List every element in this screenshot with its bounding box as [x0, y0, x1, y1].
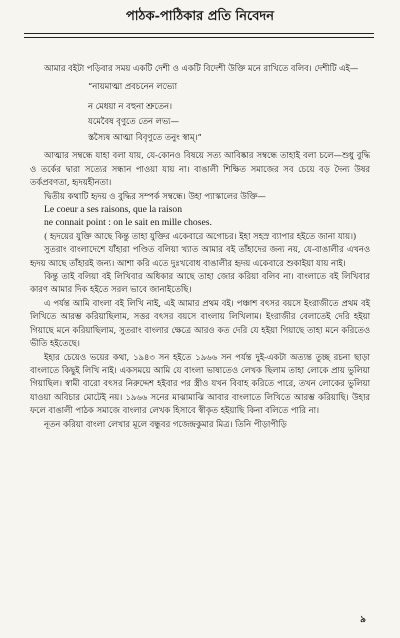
page-number: ৯ [360, 615, 366, 625]
header-rule-bottom [24, 37, 374, 38]
verse-line: যমেবৈষ বৃণুতে তেন লভ্য— [88, 116, 179, 127]
paragraph-5: সুতরাং বাংলাদেশে যাঁহারা পণ্ডিত বলিয়া খ্যাত আমার বই তাঁহাদের জন্য নয়, যে-বাঙালীর এখনও হৃদয় আছে তাঁহারই জন্য। আশা করি এতে দুঃখবোধ বাঙালীর হৃদয় একেবারে শুকাইয়া যায় নাই। [30, 244, 370, 268]
body-text [30, 62, 370, 431]
paragraph-3: দ্বিতীয় কথাটি হৃদয় ও বুদ্ধির সম্পর্ক সম্বন্ধে। উহা প্যাস্কালের উক্তি— [44, 190, 266, 201]
verse-line: স্তস্যৈষ আত্মা বিবৃণুতে তনুং স্বাম্‌।” [88, 131, 202, 142]
sanskrit-verse [30, 79, 370, 145]
header-rule-top [24, 33, 374, 34]
paragraph-1: আমার বইটা পড়িবার সময় একটি দেশী ও একটি বিদেশী উক্তি মনে রাখিতে বলিব। দেশীটি এই— [44, 63, 359, 73]
paragraph-7: এ পর্যন্ত আমি বাংলা বই লিখি নাই, এই আমার প্রথম বই। পঞ্চাশ বৎসর বয়সে ইংরাজীতে প্রথম বই লিখিতে আরম্ভ করিয়াছিলাম, সত্তর বৎসর বয়সে বাংলায় লিখিলাম। ইংরাজীর বেলাতেই দেরি হইয়া গিয়াছে মনে করিয়াছিলাম, সুতরাং বাংলার ক্ষেত্রে আরও কত দেরি যে হইয়া গিয়াছে তাহা মনে করিতেও ভীতি হইতেছে। [30, 297, 370, 349]
page-title: পাঠক-পাঠিকার প্রতি নিবেদন [125, 9, 275, 24]
verse-line: “নায়মাত্মা প্রবচনেন লভ্যো [88, 81, 178, 92]
paragraph-2: আত্মার সম্বন্ধে যাহা বলা যায়, যে-কোনও বিষয়ে সত্য আবিষ্কার সম্বন্ধে তাহাই বলা চলে—শুধু বুদ্ধি ও তর্কের দ্বারা সত্যের সন্ধান পাওয়া যায় না। বাঙালী শিক্ষিত সমাজের সব চেয়ে বড় দৈন্য উষর তর্কপ্রবণতা, হৃদয়হীনতা। [30, 150, 370, 188]
french-quote-line: Le coeur a ses raisons, que la raison [44, 204, 182, 216]
french-quote-line: ne connait point : on le sait en mille choses. [44, 217, 212, 229]
paragraph-6: কিন্তু তাই বলিয়া বই লিখিবার অধিকার আছে তাহা জোর করিয়া বলিব না। বাংলাতে বই লিখিবার কারণ আমার দিক হইতে সরল ভাবে জানাইতেছি। [30, 271, 370, 295]
paragraph-9: নূতন করিয়া বাংলা লেখার মূলে বন্ধুবর গজেন্দ্রকুমার মিত্র। তিনি পীড়াপীড়ি [44, 418, 287, 429]
paragraph-8: ইহার চেয়েও ভয়ের কথা, ১৯৪৩ সন হইতে ১৯৬৬ সন পর্যন্ত দুই-একটা অত্যন্ত তুচ্ছ রচনা ছাড়া বাংলাতে কিছুই লিখি নাই। একসময়ে আমি যে বাংলা ভাষাতেও লেখক ছিলাম তাহা লোকে প্রায় ভুলিয়া গিয়াছিল। স্বামী বারো বৎসর নিরুদ্দেশ হইবার পর স্ত্রীও যখন বিবাহ করিতে পারে, তখন লোকের ভুলিয়া যাওয়া অবিচার মোটেই নয়। ১৯৬৬ সনের মাঝামাঝি আবার বাংলাতে লিখিতে আরম্ভ করিয়াছি। উহার ফলে বাঙালী পাঠক সমাজে বাংলার লেখক হিসাবে স্বীকৃত হইয়াছি কিনা বলিতে পারি না। [30, 351, 370, 416]
verse-line: ন মেধয়া ন বহুনা শ্রুতেন। [88, 100, 173, 111]
paragraph-4: ( হৃদয়ের যুক্তি আছে কিন্তু তাহা যুক্তির একেবারে অগোচর। ইহা সহস্র ব্যাপার হইতে জানা যায়।) [44, 230, 357, 241]
